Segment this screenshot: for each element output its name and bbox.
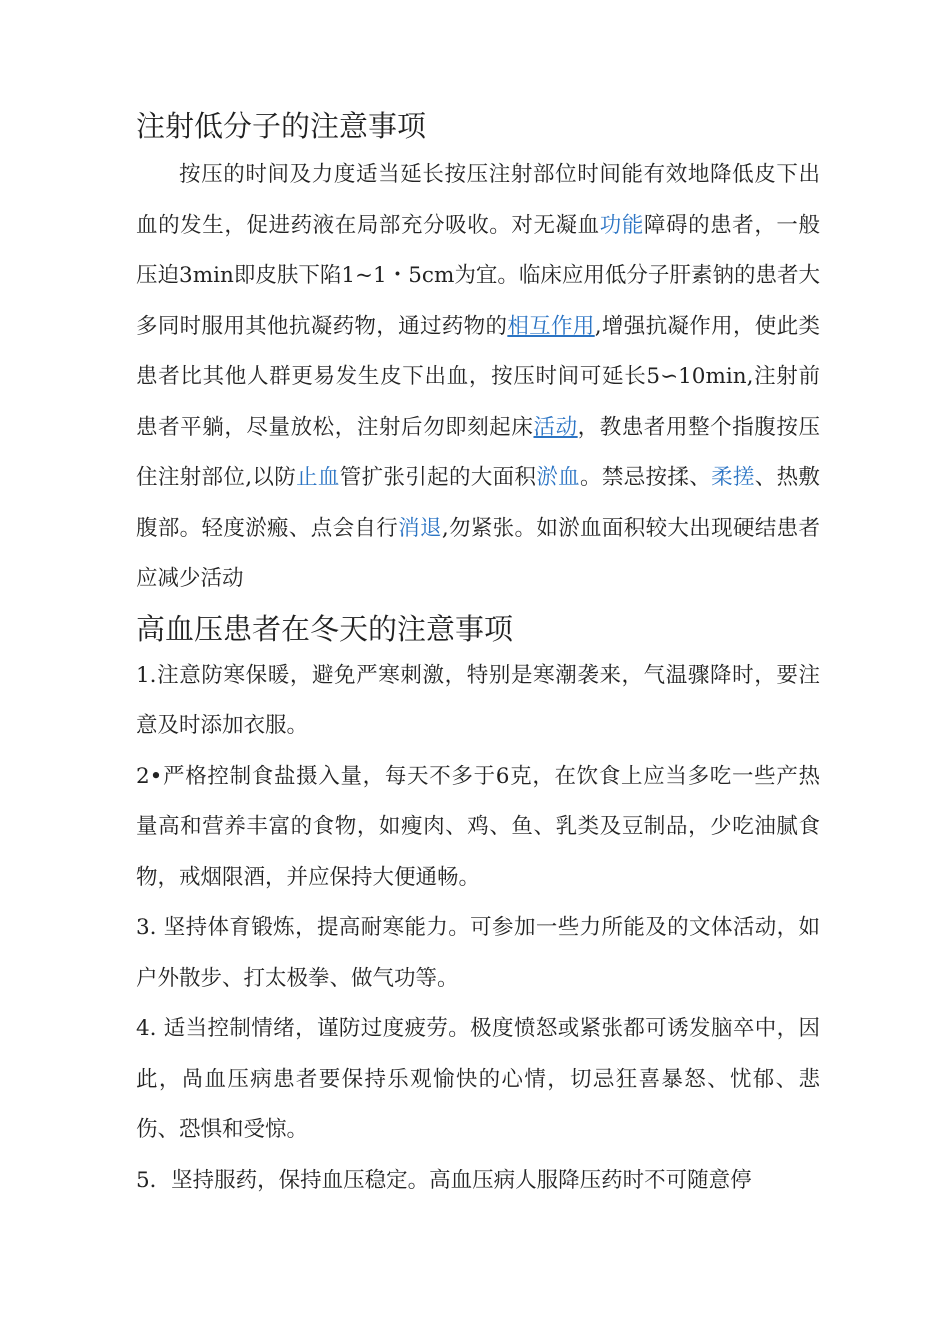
text-segment: 管扩张引起的大面积 <box>339 465 537 490</box>
section-title-hypertension: 高血压患者在冬天的注意事项 <box>136 611 514 646</box>
link-gongneng[interactable]: 功能 <box>599 212 644 238</box>
link-rouchuo[interactable]: 柔搓 <box>711 465 755 490</box>
list-item-4: 4. 适当控制情绪，谨防过度疲劳。极度愤怒或紧张都可诱发脑卒中，因此，咼血压病患者要保持乐观愉快的心情，切忌狂喜暴怒、忧郁、悲伤、恐惧和受惊。 <box>136 1016 820 1142</box>
list-item-1: 1.注意防寒保暖，避免严寒刺激，特别是寒潮袭来，气温骤降时，要注意及时添加衣服。 <box>136 662 820 738</box>
injection-paragraph <box>136 150 820 605</box>
text-segment: ，教患者用整个指腹按压住注射部位,以防 <box>136 414 820 490</box>
text-segment: 障碍的患者，一般压迫3min即皮肤下陷1~1・5cm为宜。临床应用低分子肝素钠的患者大多同时服用其他抗凝药物，通过药物的 <box>136 212 820 339</box>
text-segment: 。禁忌按揉、 <box>580 465 712 490</box>
text-segment: 、热敷腹部。轻度淤瘢、点会自行 <box>136 465 820 541</box>
text-segment: 按压的时间及力度适当延长按压注射部位时间能有效地降低皮下出血的发生，促进药液在局部充分吸收。对无凝血 <box>136 162 820 238</box>
text-segment: ,勿紧张。如淤血面积较大出现硬结患者应减少活动 <box>136 515 820 591</box>
link-xiaotui[interactable]: 消退 <box>398 515 442 541</box>
list-item-5: 5．坚持服药，保持血压稳定。高血压病人服降压药时不可随意停 <box>136 1167 752 1193</box>
link-zhixue[interactable]: 止血 <box>296 465 340 490</box>
list-item-3: 3. 坚持体育锻炼，提高耐寒能力。可参加一些力所能及的文体活动，如户外散步、打太极拳、做气功等。 <box>136 915 820 991</box>
document-page <box>136 100 820 1206</box>
link-xianghu-zuoyong[interactable]: 相互作用 <box>507 313 595 339</box>
link-yuxue[interactable]: 淤血 <box>536 465 581 490</box>
link-huodong[interactable]: 活动 <box>533 414 578 440</box>
list-item-2: 2•严格控制食盐摄入量，每天不多于6克，在饮食上应当多吃一些产热量高和营养丰富的食物，如瘦肉、鸡、鱼、乳类及豆制品，少吃油腻食物，戒烟限酒，并应保持大便通畅。 <box>136 763 820 890</box>
text-segment: ,增强抗凝作用，使此类患者比其他人群更易发生皮下出血，按压时间可延长5∽10min,注射前患者平躺，尽量放松，注射后勿即刻起床 <box>136 313 820 440</box>
section-title-injection: 注射低分子的注意事项 <box>136 109 427 143</box>
